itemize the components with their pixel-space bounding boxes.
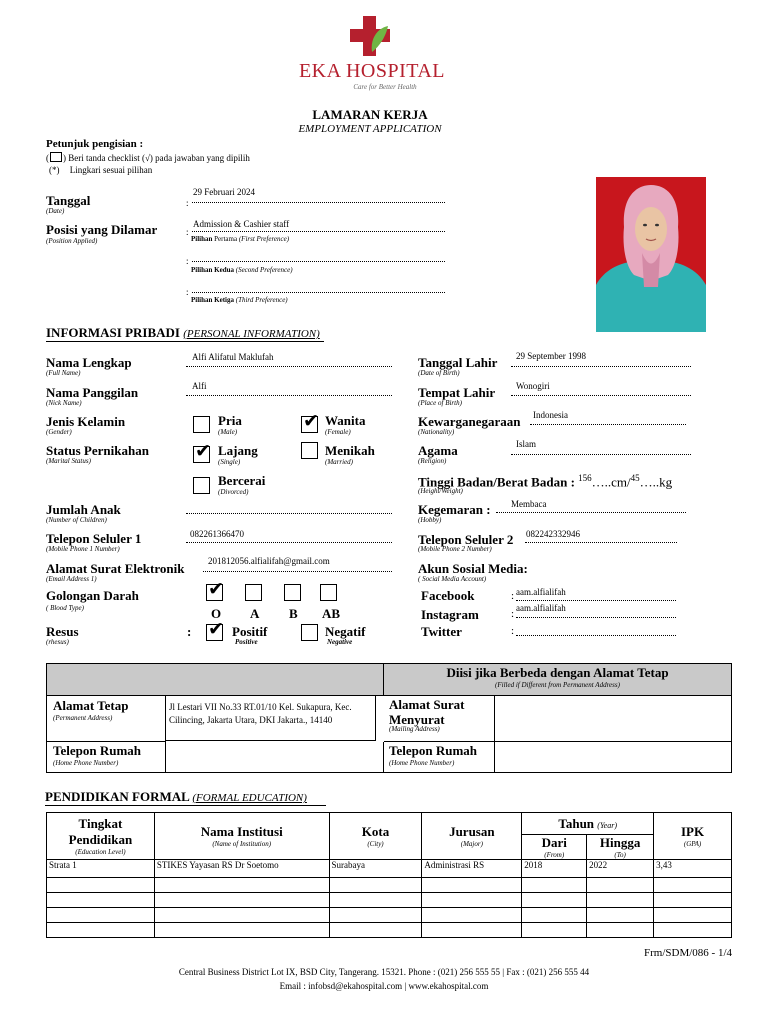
page-title: LAMARAN KERJA <box>312 107 428 122</box>
pref1-label-text: Pilihan <box>191 235 213 243</box>
diisi-sub: (Filled if Different from Permanent Address) <box>495 681 620 689</box>
pria-label: Pria <box>218 413 242 428</box>
positif-label: Positif <box>232 624 268 639</box>
kegemaran-line <box>496 512 686 513</box>
blood-a-label: A <box>250 606 260 621</box>
pref3-label-text: Pilihan Ketiga <box>191 296 234 304</box>
instruction-2-marker: (*) <box>49 165 60 175</box>
cell-city[interactable] <box>329 893 422 908</box>
blood-a-checkbox[interactable] <box>245 584 262 601</box>
pref2-sub: (Second Preference) <box>235 266 293 274</box>
kewarganegaraan-label: Kewarganegaraan <box>418 414 521 429</box>
tinggi-sub: (Height/Weight) <box>418 487 463 495</box>
cell-gpa[interactable] <box>654 893 732 908</box>
surat-label: Alamat Surat Menyurat <box>389 697 465 727</box>
cell-city[interactable]: Surabaya <box>329 860 422 878</box>
th-kota-sub: (City) <box>367 840 384 848</box>
tanggal-lahir-sub: (Date of Birth) <box>418 369 460 377</box>
height-dots: ….. <box>591 474 612 490</box>
tempat-lahir-label: Tempat Lahir <box>418 385 496 400</box>
posisi-label: Posisi yang Dilamar <box>46 222 158 237</box>
education-section-rule <box>45 805 326 806</box>
blood-o-checkbox[interactable] <box>206 578 224 601</box>
pref2-colon: : <box>186 256 189 266</box>
telepon1-value[interactable]: 082261366470 <box>190 529 244 539</box>
th-ipk-sub: (GPA) <box>683 840 702 848</box>
telp-label-left: Telepon Rumah <box>53 743 142 758</box>
nama-panggilan-label: Nama Panggilan <box>46 385 139 400</box>
table-row <box>47 923 732 938</box>
tanggal-colon: : <box>186 198 189 208</box>
telepon2-label: Telepon Seluler 2 <box>418 532 514 547</box>
instagram-line <box>516 617 676 618</box>
telepon2-value[interactable]: 082242332946 <box>526 529 580 539</box>
pref3-colon: : <box>186 287 189 297</box>
personal-section-rule <box>46 341 324 342</box>
bercerai-sub: (Divorced) <box>218 488 249 496</box>
facebook-label: Facebook <box>421 588 475 603</box>
instagram-colon: : <box>511 608 515 620</box>
kegemaran-value[interactable]: Membaca <box>511 499 547 509</box>
cell-major[interactable] <box>422 908 522 923</box>
telp-cell-left <box>47 742 166 772</box>
email-value[interactable]: 201812056.alfialifah@gmail.com <box>208 556 330 566</box>
tanggal-line <box>192 202 445 203</box>
weight-value[interactable]: 45 <box>630 473 640 483</box>
personal-title-en: (PERSONAL INFORMATION) <box>183 328 320 340</box>
applicant-photo-image <box>596 177 706 332</box>
blood-ab-checkbox[interactable] <box>320 584 337 601</box>
address-header-left <box>47 664 384 696</box>
pref2-line[interactable] <box>192 261 445 262</box>
tinggi-label-text: Tinggi Badan/Berat Badan <box>418 474 568 490</box>
pref2-label <box>191 266 293 274</box>
education-title: PENDIDIKAN FORMAL <box>45 789 190 804</box>
cell-major[interactable] <box>422 878 522 893</box>
negatif-checkbox[interactable] <box>301 624 318 641</box>
check-icon: ✔ <box>303 410 319 432</box>
golongan-label: Golongan Darah <box>46 588 139 603</box>
cell-to[interactable] <box>587 923 654 938</box>
jumlah-anak-label: Jumlah Anak <box>46 502 121 517</box>
brand-tagline: Care for Better Health <box>353 83 417 91</box>
tanggal-label: Tanggal <box>46 193 91 208</box>
th-jurusan <box>422 813 522 860</box>
tetap-cell <box>47 696 166 742</box>
table-row <box>47 893 732 908</box>
th-tingkat-label: Tingkat Pendidikan <box>68 816 133 847</box>
kewarganegaraan-value[interactable]: Indonesia <box>533 410 568 420</box>
tanggal-sub: (Date) <box>46 207 65 215</box>
th-institusi-label: Nama Institusi <box>200 824 283 839</box>
instruction-1-close: ) <box>63 153 66 163</box>
email-sub: (Email Address 1) <box>46 575 97 583</box>
tetap-sub: (Permanent Address) <box>53 714 113 722</box>
address-header-right <box>384 664 731 696</box>
negatif-sub: Negative <box>327 638 353 646</box>
facebook-line <box>516 600 676 601</box>
nama-lengkap-sub: (Full Name) <box>46 369 81 377</box>
email-label: Alamat Surat Elektronik <box>46 561 185 576</box>
kewarganegaraan-line <box>530 424 686 425</box>
applicant-photo <box>596 177 706 332</box>
nama-panggilan-line <box>186 395 392 396</box>
cell-major[interactable] <box>422 923 522 938</box>
telepon1-sub: (Mobile Phone 1 Number) <box>46 545 120 553</box>
cell-gpa[interactable] <box>654 908 732 923</box>
blood-b-checkbox[interactable] <box>284 584 301 601</box>
cell-major[interactable] <box>422 893 522 908</box>
jumlah-anak-line[interactable] <box>186 513 392 514</box>
instruction-1-open: ( <box>46 153 49 163</box>
height-value[interactable]: 156 <box>578 473 592 483</box>
nama-panggilan-sub: (Nick Name) <box>46 399 82 407</box>
positif-checkbox[interactable] <box>206 618 224 641</box>
th-ipk-label: IPK <box>680 824 705 839</box>
jenis-kelamin-label: Jenis Kelamin <box>46 414 126 429</box>
education-table <box>46 812 732 938</box>
negatif-label: Negatif <box>325 624 366 639</box>
pref3-line[interactable] <box>192 292 445 293</box>
telp-sub-left: (Home Phone Number) <box>53 759 119 767</box>
personal-section-title <box>46 325 320 341</box>
pref1-label <box>191 235 289 243</box>
status-sub: (Marital Status) <box>46 457 91 465</box>
instruction-1-text: Beri tanda checklist (√) pada jawaban yang dipilih <box>68 153 250 163</box>
cell-to[interactable]: 2022 <box>587 860 654 878</box>
email-line <box>203 571 392 572</box>
positif-sub: Positive <box>235 638 258 646</box>
instagram-label: Instagram <box>421 607 479 622</box>
cell-level[interactable]: Strata 1 <box>47 860 155 878</box>
agama-sub: (Religion) <box>418 457 447 465</box>
cell-to[interactable] <box>587 893 654 908</box>
surat-value[interactable] <box>495 696 731 742</box>
nama-lengkap-line <box>186 366 392 367</box>
blood-o-label: O <box>211 606 222 621</box>
footer-address: Central Business District Lot IX, BSD City, Tangerang. 15321. Phone : (021) 256 555 55 | Fax : (021) 256 555 44 <box>178 967 590 977</box>
telp-label-right: Telepon Rumah <box>389 743 478 758</box>
th-dari-label: Dari <box>541 835 567 850</box>
posisi-sub: (Position Applied) <box>46 237 98 245</box>
cell-from[interactable] <box>522 923 587 938</box>
bercerai-checkbox[interactable] <box>193 477 210 494</box>
cell-major[interactable]: Administrasi RS <box>422 860 522 878</box>
th-institusi <box>154 813 329 860</box>
menikah-sub: (Married) <box>325 458 353 466</box>
cell-from[interactable] <box>522 908 587 923</box>
th-dari-sub: (From) <box>544 851 565 859</box>
agama-value[interactable]: Islam <box>516 439 536 449</box>
surat-sub: (Mailing Address) <box>389 725 440 733</box>
resus-colon: : <box>187 624 192 639</box>
th-tahun-sub: (Year) <box>597 820 617 830</box>
instruction-checkbox-icon <box>50 152 62 162</box>
sosial-sub: ( Social Media Account) <box>418 575 487 583</box>
sosial-label: Akun Sosial Media: <box>418 561 528 576</box>
cell-city[interactable] <box>329 908 422 923</box>
cell-from[interactable] <box>522 878 587 893</box>
telepon1-label: Telepon Seluler 1 <box>46 531 142 546</box>
th-hingga-label: Hingga <box>599 835 641 850</box>
th-kota <box>329 813 422 860</box>
tanggal-lahir-label: Tanggal Lahir <box>418 355 498 370</box>
agama-label: Agama <box>418 443 458 458</box>
cell-institution[interactable] <box>154 878 329 893</box>
brand-name: EKA HOSPITAL <box>298 60 446 82</box>
telp-cell-right <box>384 742 495 772</box>
golongan-sub: ( Blood Type) <box>46 604 84 612</box>
posisi-value[interactable]: Admission & Cashier staff <box>193 219 290 229</box>
check-icon: ✔ <box>195 440 211 462</box>
cell-institution[interactable] <box>154 908 329 923</box>
blood-ab-label: AB <box>322 606 341 621</box>
th-tahun <box>522 813 654 835</box>
check-icon: ✔ <box>208 618 224 640</box>
th-tahun-label: Tahun <box>558 815 595 831</box>
cell-level[interactable] <box>47 878 155 893</box>
personal-title: INFORMASI PRIBADI <box>46 325 180 340</box>
table-row <box>47 908 732 923</box>
weight-unit: kg <box>659 474 673 490</box>
jenis-kelamin-sub: (Gender) <box>46 428 72 436</box>
footer-contact: Email : infobsd@ekahospital.com | www.ekahospital.com <box>279 981 489 991</box>
education-title-en: (FORMAL EDUCATION) <box>192 792 307 804</box>
twitter-line[interactable] <box>516 635 676 636</box>
twitter-colon: : <box>511 625 515 637</box>
resus-label: Resus <box>46 624 79 639</box>
telepon2-line <box>525 542 677 543</box>
pref1-sub: (First Preference) <box>238 235 290 243</box>
tanggal-lahir-value[interactable]: 29 September 1998 <box>516 351 586 361</box>
th-dari <box>522 835 587 860</box>
address-table <box>46 663 732 773</box>
th-ipk <box>654 813 732 860</box>
cell-institution[interactable] <box>154 893 329 908</box>
tanggal-lahir-line <box>511 366 691 367</box>
tanggal-value[interactable]: 29 Februari 2024 <box>193 187 255 197</box>
cell-gpa[interactable] <box>654 878 732 893</box>
th-tingkat-sub: (Education Level) <box>75 848 126 856</box>
jumlah-anak-sub: (Number of Children) <box>46 516 107 524</box>
tetap-value[interactable]: Jl Lestari VII No.33 RT.01/10 Kel. Sukapura, Kec. Cilincing, Jakarta Utara, DKI Jakarta., 14140 <box>166 696 376 741</box>
th-jurusan-sub: (Major) <box>460 840 483 848</box>
twitter-label: Twitter <box>421 624 462 639</box>
th-hingga <box>587 835 654 860</box>
surat-cell <box>384 696 495 742</box>
kewarganegaraan-sub: (Nationality) <box>418 428 455 436</box>
pria-checkbox[interactable] <box>193 416 210 433</box>
instructions-heading: Petunjuk pengisian : <box>46 138 144 150</box>
cell-to[interactable] <box>587 878 654 893</box>
resus-sub: (rhesus) <box>46 638 69 646</box>
cell-city[interactable] <box>329 923 422 938</box>
cell-institution[interactable]: STIKES Yayasan RS Dr Soetomo <box>154 860 329 878</box>
check-icon: ✔ <box>208 578 224 600</box>
cell-city[interactable] <box>329 878 422 893</box>
th-institusi-sub: (Name of Institution) <box>212 840 272 848</box>
tinggi-label: Tinggi Badan/Berat Badan : $^{156}$…..cm/$^{45}$…..kg <box>418 473 673 490</box>
telp-value-right[interactable] <box>495 742 731 772</box>
th-kota-label: Kota <box>361 824 390 839</box>
height-unit: cm/ <box>611 474 631 490</box>
cell-gpa[interactable]: 3,43 <box>654 860 732 878</box>
wanita-sub: (Female) <box>325 428 351 436</box>
cell-level[interactable] <box>47 923 155 938</box>
wanita-label: Wanita <box>325 413 366 428</box>
instruction-2-text: Lingkari sesuai pilihan <box>69 165 153 175</box>
nama-lengkap-value[interactable]: Alfi Alifatul Maklufah <box>192 352 274 362</box>
education-section-title <box>45 789 307 805</box>
cell-institution[interactable] <box>154 923 329 938</box>
instruction-2 <box>49 165 152 175</box>
lajang-sub: (Single) <box>218 458 241 466</box>
menikah-label: Menikah <box>325 443 375 458</box>
th-hingga-sub: (To) <box>614 851 626 859</box>
pria-sub: (Male) <box>218 428 238 436</box>
pref3-sub: (Third Preference) <box>235 296 288 304</box>
pref1-word: Pertama <box>214 235 238 243</box>
instagram-value[interactable]: aam.alfialifah <box>516 603 566 613</box>
facebook-colon: : <box>511 590 515 602</box>
th-tingkat <box>47 813 155 860</box>
pref3-label <box>191 296 288 304</box>
nama-panggilan-value[interactable]: Alfi <box>192 381 207 391</box>
lajang-label: Lajang <box>218 443 258 458</box>
cell-level[interactable] <box>47 908 155 923</box>
cell-from[interactable]: 2018 <box>522 860 587 878</box>
diisi-text: Diisi jika Berbeda dengan Alamat Tetap <box>446 665 669 680</box>
wanita-checkbox[interactable] <box>301 410 319 433</box>
agama-line <box>511 454 691 455</box>
cell-gpa[interactable] <box>654 923 732 938</box>
weight-dots: ….. <box>639 474 660 490</box>
posisi-colon: : <box>186 227 189 237</box>
telepon2-sub: (Mobile Phone 2 Number) <box>418 545 492 553</box>
hospital-logo <box>348 14 392 58</box>
posisi-line <box>192 231 445 232</box>
kegemaran-sub: (Hobby) <box>418 516 442 524</box>
telepon1-line <box>186 542 392 543</box>
blood-b-label: B <box>289 606 298 621</box>
lajang-checkbox[interactable] <box>193 440 211 463</box>
tempat-lahir-line <box>511 395 691 396</box>
table-row <box>47 860 732 878</box>
th-jurusan-label: Jurusan <box>449 824 495 839</box>
nama-lengkap-label: Nama Lengkap <box>46 355 132 370</box>
pref2-label-text: Pilihan Kedua <box>191 266 234 274</box>
table-row <box>47 878 732 893</box>
tempat-lahir-value[interactable]: Wonogiri <box>516 381 550 391</box>
cross-logo-icon <box>348 14 392 58</box>
instruction-1 <box>46 152 250 163</box>
facebook-value[interactable]: aam.alfialifah <box>516 587 566 597</box>
cell-to[interactable] <box>587 908 654 923</box>
tetap-label: Alamat Tetap <box>53 698 129 713</box>
page-subtitle: EMPLOYMENT APPLICATION <box>298 123 442 135</box>
kegemaran-label: Kegemaran : <box>418 502 491 517</box>
cell-from[interactable] <box>522 893 587 908</box>
tempat-lahir-sub: (Place of Birth) <box>418 399 462 407</box>
telp-sub-right: (Home Phone Number) <box>389 759 455 767</box>
cell-level[interactable] <box>47 893 155 908</box>
telp-value-left[interactable] <box>166 742 384 772</box>
menikah-checkbox[interactable] <box>301 442 318 459</box>
form-code: Frm/SDM/086 - 1/4 <box>643 947 732 959</box>
bercerai-label: Bercerai <box>218 473 266 488</box>
status-label: Status Pernikahan <box>46 443 149 458</box>
